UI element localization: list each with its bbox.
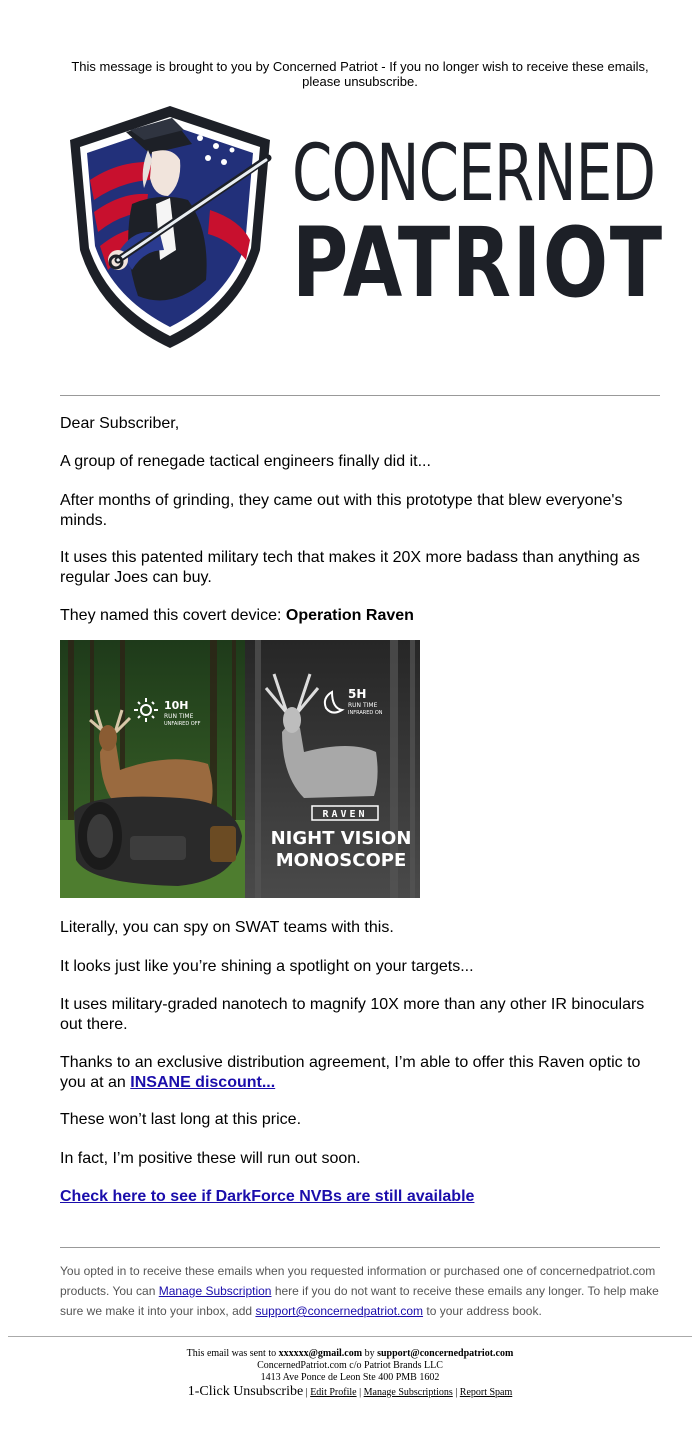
night-runtime-sub: INFRARED ON bbox=[348, 710, 383, 716]
day-runtime-label: RUN TIME bbox=[164, 713, 194, 720]
raven-brand: RAVEN bbox=[322, 809, 368, 820]
paragraph-8 bbox=[60, 1053, 660, 1093]
paragraph-1: A group of renegade tactical engineers finally did it... bbox=[60, 453, 431, 470]
legal-footer bbox=[0, 1348, 700, 1399]
patriot-shield-icon bbox=[60, 100, 280, 352]
paragraph-7: It uses military-graded nanotech to magnify 10X more than any other IR binoculars out there. bbox=[60, 996, 645, 1033]
insane-discount-link[interactable]: INSANE discount... bbox=[130, 1074, 276, 1091]
day-runtime-sub: UNFAIRED OFF bbox=[164, 721, 201, 727]
cta-paragraph bbox=[60, 1187, 660, 1207]
one-click-unsubscribe[interactable]: 1-Click Unsubscribe bbox=[187, 1384, 304, 1399]
sent-by: by bbox=[362, 1348, 378, 1359]
paragraph-10: In fact, I’m positive these will run out soon. bbox=[60, 1150, 361, 1167]
sender-email: support@concernedpatriot.com bbox=[377, 1348, 514, 1359]
paragraph-6: It looks just like you’re shining a spotlight on your targets... bbox=[60, 958, 474, 975]
greeting: Dear Subscriber, bbox=[60, 415, 180, 432]
sent-to-line bbox=[0, 1348, 700, 1360]
night-vision-monoscope-image bbox=[60, 640, 420, 898]
availability-cta-link[interactable]: Check here to see if DarkForce NVBs are still available bbox=[60, 1188, 475, 1205]
paragraph-5: Literally, you can spy on SWAT teams with this. bbox=[60, 919, 394, 936]
separator: | bbox=[303, 1387, 311, 1398]
night-runtime-label: RUN TIME bbox=[348, 702, 378, 709]
company-address: 1413 Ave Ponce de Leon Ste 400 PMB 1602 bbox=[260, 1372, 440, 1383]
paragraph-4 bbox=[60, 606, 660, 626]
recipient-email: xxxxxx@gmail.com bbox=[278, 1348, 363, 1359]
footer-divider bbox=[60, 1247, 660, 1248]
opt-in-notice bbox=[60, 1261, 660, 1321]
sent-prefix: This email was sent to bbox=[186, 1348, 279, 1359]
support-email-link[interactable]: support@concernedpatriot.com bbox=[255, 1304, 424, 1318]
opt-in-text-1: You opted in to receive these emails when you requested information or purchased one of concernedpatriot.com products. You can bbox=[60, 1264, 656, 1298]
night-runtime-hours: 5H bbox=[348, 687, 367, 701]
separator: | bbox=[452, 1387, 460, 1398]
manage-subscription-link[interactable]: Manage Subscription bbox=[158, 1284, 272, 1298]
product-title-line2: MONOSCOPE bbox=[275, 850, 407, 871]
report-spam-link[interactable]: Report Spam bbox=[459, 1387, 513, 1398]
paragraph-3: It uses this patented military tech that makes it 20X more badass than anything as regular Joes can buy. bbox=[60, 549, 640, 586]
day-runtime-hours: 10H bbox=[164, 699, 189, 712]
company-name: ConcernedPatriot.com c/o Patriot Brands LLC bbox=[257, 1360, 443, 1371]
brand-name-line2: PATRIOT bbox=[292, 207, 664, 319]
opt-in-text-3: to your address book. bbox=[423, 1304, 542, 1318]
legal-links bbox=[0, 1386, 700, 1399]
legal-divider bbox=[8, 1336, 692, 1337]
product-title-line1: NIGHT VISION bbox=[270, 828, 412, 849]
paragraph-2: After months of grinding, they came out with this prototype that blew everyone's minds. bbox=[60, 492, 623, 529]
opt-in-text-2: here if you do not want to receive these emails any longer. To help make sure we make it into your inbox, add bbox=[60, 1284, 659, 1318]
brand-name-line1: CONCERNED bbox=[292, 129, 656, 219]
header-divider bbox=[60, 395, 660, 396]
paragraph-9: These won’t last long at this price. bbox=[60, 1111, 302, 1128]
device-intro: They named this covert device: bbox=[60, 607, 286, 624]
product-image[interactable] bbox=[60, 640, 420, 898]
manage-subscriptions-link[interactable]: Manage Subscriptions bbox=[363, 1387, 453, 1398]
concerned-patriot-logo bbox=[60, 100, 664, 356]
device-name: Operation Raven bbox=[285, 607, 414, 624]
discount-intro: Thanks to an exclusive distribution agreement, I’m able to offer this Raven optic to you at an bbox=[60, 1054, 641, 1091]
edit-profile-link[interactable]: Edit Profile bbox=[310, 1387, 357, 1398]
separator: | bbox=[356, 1387, 364, 1398]
preheader-text: This message is brought to you by Concerned Patriot - If you no longer wish to receive these emails, please unsubscribe. bbox=[71, 59, 649, 89]
